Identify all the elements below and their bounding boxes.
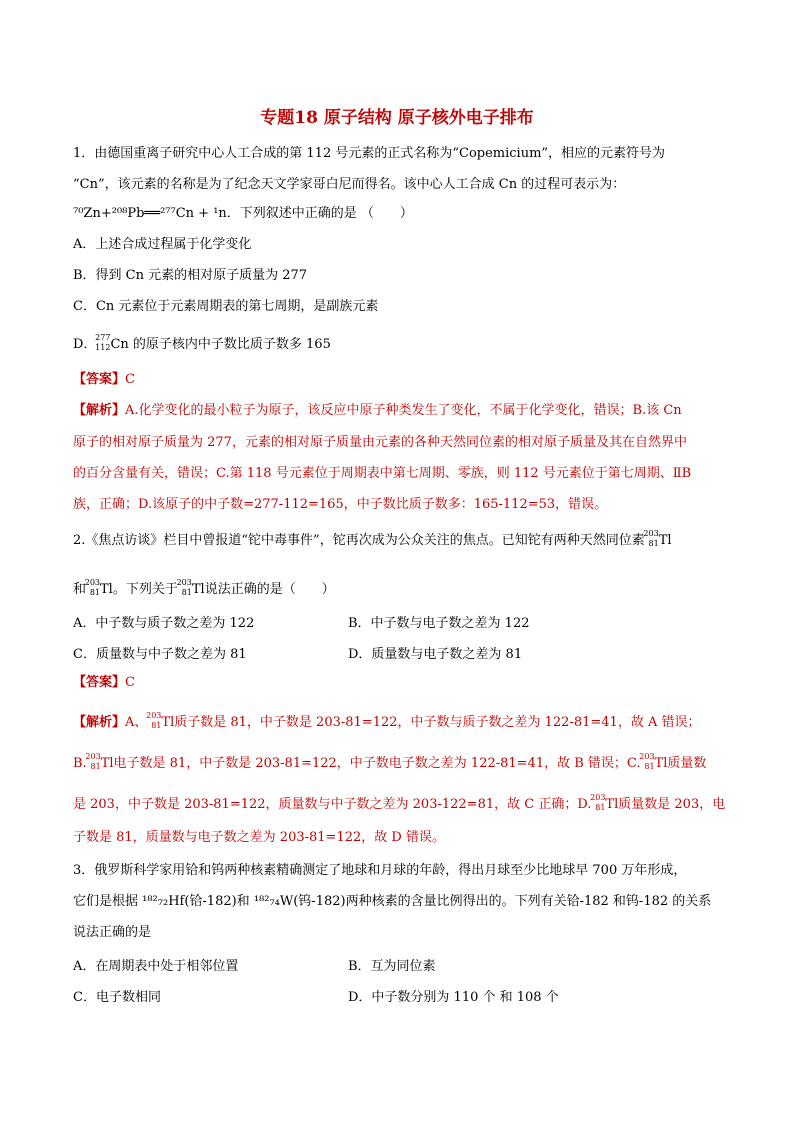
q1-option-a: A．上述合成过程属于化学变化 <box>73 237 252 252</box>
isotope-tl: 203 81 <box>590 793 606 812</box>
isotope-cn-symbol: Cn <box>110 337 129 352</box>
explanation-label: 【解析】 <box>73 403 126 418</box>
q1-option-d-text: 的原子核内中子数比质子数多 165 <box>128 337 331 352</box>
q3-option-d: D．中子数分别为 110 个 和 108 个 <box>348 990 559 1005</box>
q2-stem-line-2: 和 203 81 Tl。下列关于 203 81 Tl说法正确的是（ ） <box>73 578 335 597</box>
q1-explanation-line-3: 的百分含量有关，错误；C.第 118 号元素位于周期表中第七周期、零族，则 112 号元素位于第七周期、ⅡB <box>73 466 692 481</box>
q2-option-d: D．质量数与电子数之差为 81 <box>348 647 523 662</box>
q3-option-c: C．电子数相同 <box>73 990 161 1005</box>
q1-option-c: C．Cn 元素位于元素周期表的第七周期，是副族元素 <box>73 299 379 314</box>
q1-explanation-line-1: 【解析】A.化学变化的最小粒子为原子，该反应中原子种类发生了变化，不属于化学变化，错误；B.该 Cn <box>73 403 682 418</box>
explanation-label: 【解析】 <box>73 715 126 730</box>
isotope-tl: 203 81 <box>643 529 659 548</box>
q2-option-c: C．质量数与中子数之差为 81 <box>73 647 247 662</box>
q3-stem-line-1: 3．俄罗斯科学家用铪和钨两种核素精确测定了地球和月球的年龄，得出月球至少比地球早 700 万年形成， <box>73 863 687 878</box>
answer-value: C <box>125 675 135 690</box>
answer-label: 【答案】 <box>73 372 126 387</box>
q1-option-d-prefix: D． <box>73 337 97 352</box>
answer-value: C <box>125 372 135 387</box>
q1-explanation-line-4: 族，正确；D.该原子的中子数=277-112=165，中子数比质子数多：165-112=53，错误。 <box>73 497 608 512</box>
isotope-cn: 277 112 <box>95 333 111 352</box>
isotope-tl: 203 81 <box>85 752 101 771</box>
q2-stem-line-1: 2.《焦点访谈》栏目中曾报道“铊中毒事件”，铊再次成为公众关注的焦点。已知铊有两种天然同位素 203 81 Tl <box>73 529 672 548</box>
page-title: 专题18 原子结构 原子核外电子排布 <box>260 108 534 128</box>
q2-explanation-line-2: B. 203 81 Tl电子数是 81，中子数是 203-81=122，中子数电子数之差为 122-81=41，故 B 错误；C. 203 81 Tl质量数 <box>73 752 707 771</box>
q3-stem-line-3: 说法正确的是 <box>73 925 152 940</box>
q2-explanation-line-1: 【解析】A、 203 81 Tl质子数是 81，中子数是 203-81=122，中子数与质子数之差为 122-81=41，故 A 错误； <box>73 711 701 730</box>
q1-answer <box>73 371 135 389</box>
q1-option-d <box>73 334 331 354</box>
q1-option-b: B．得到 Cn 元素的相对原子质量为 277 <box>73 268 308 283</box>
q2-explanation-line-3: 是 203，中子数是 203-81=122，质量数与中子数之差为 203-122=81，故 C 正确；D. 203 81 Tl质量数是 203，电 <box>73 793 726 812</box>
answer-label: 【答案】 <box>73 675 126 690</box>
q2-explanation-line-4: 子数是 81，质量数与电子数之差为 203-81=122，故 D 错误。 <box>73 830 445 845</box>
q2-answer <box>73 674 135 692</box>
q2-option-a: A．中子数与质子数之差为 122 <box>73 616 255 631</box>
q1-stem-line-3: ⁷⁰Zn+²⁰⁸Pb══²⁷⁷Cn + ¹n．下列叙述中正确的是 （ ） <box>73 206 413 221</box>
isotope-tl: 203 81 <box>84 578 101 597</box>
q1-stem-line-1: 1．由德国重离子研究中心人工合成的第 112 号元素的正式名称为“Copemicium”，相应的元素符号为 <box>73 146 666 161</box>
q2-option-b: B．中子数与电子数之差为 122 <box>348 616 530 631</box>
q3-option-a: A．在周期表中处于相邻位置 <box>73 959 239 974</box>
q3-option-b: B．互为同位素 <box>348 959 436 974</box>
q3-stem-line-2: 它们是根据 ¹⁸²₇₂Hf(铪-182)和 ¹⁸²₇₄W(钨-182)两种核素的含量比例得出的。下列有关铪-182 和钨-182 的关系 <box>73 894 712 909</box>
isotope-tl: 203 81 <box>639 752 655 771</box>
isotope-tl: 203 81 <box>146 711 162 730</box>
q1-stem-line-2: “Cn”，该元素的名称是为了纪念天文学家哥白尼而得名。该中心人工合成 Cn 的过程可表示为： <box>73 177 626 192</box>
isotope-tl: 203 81 <box>176 578 192 597</box>
q1-explanation-line-2: 原子的相对原子质量为 277，元素的相对原子质量由元素的各种天然同位素的相对原子质量及其在自然界中 <box>73 435 687 450</box>
